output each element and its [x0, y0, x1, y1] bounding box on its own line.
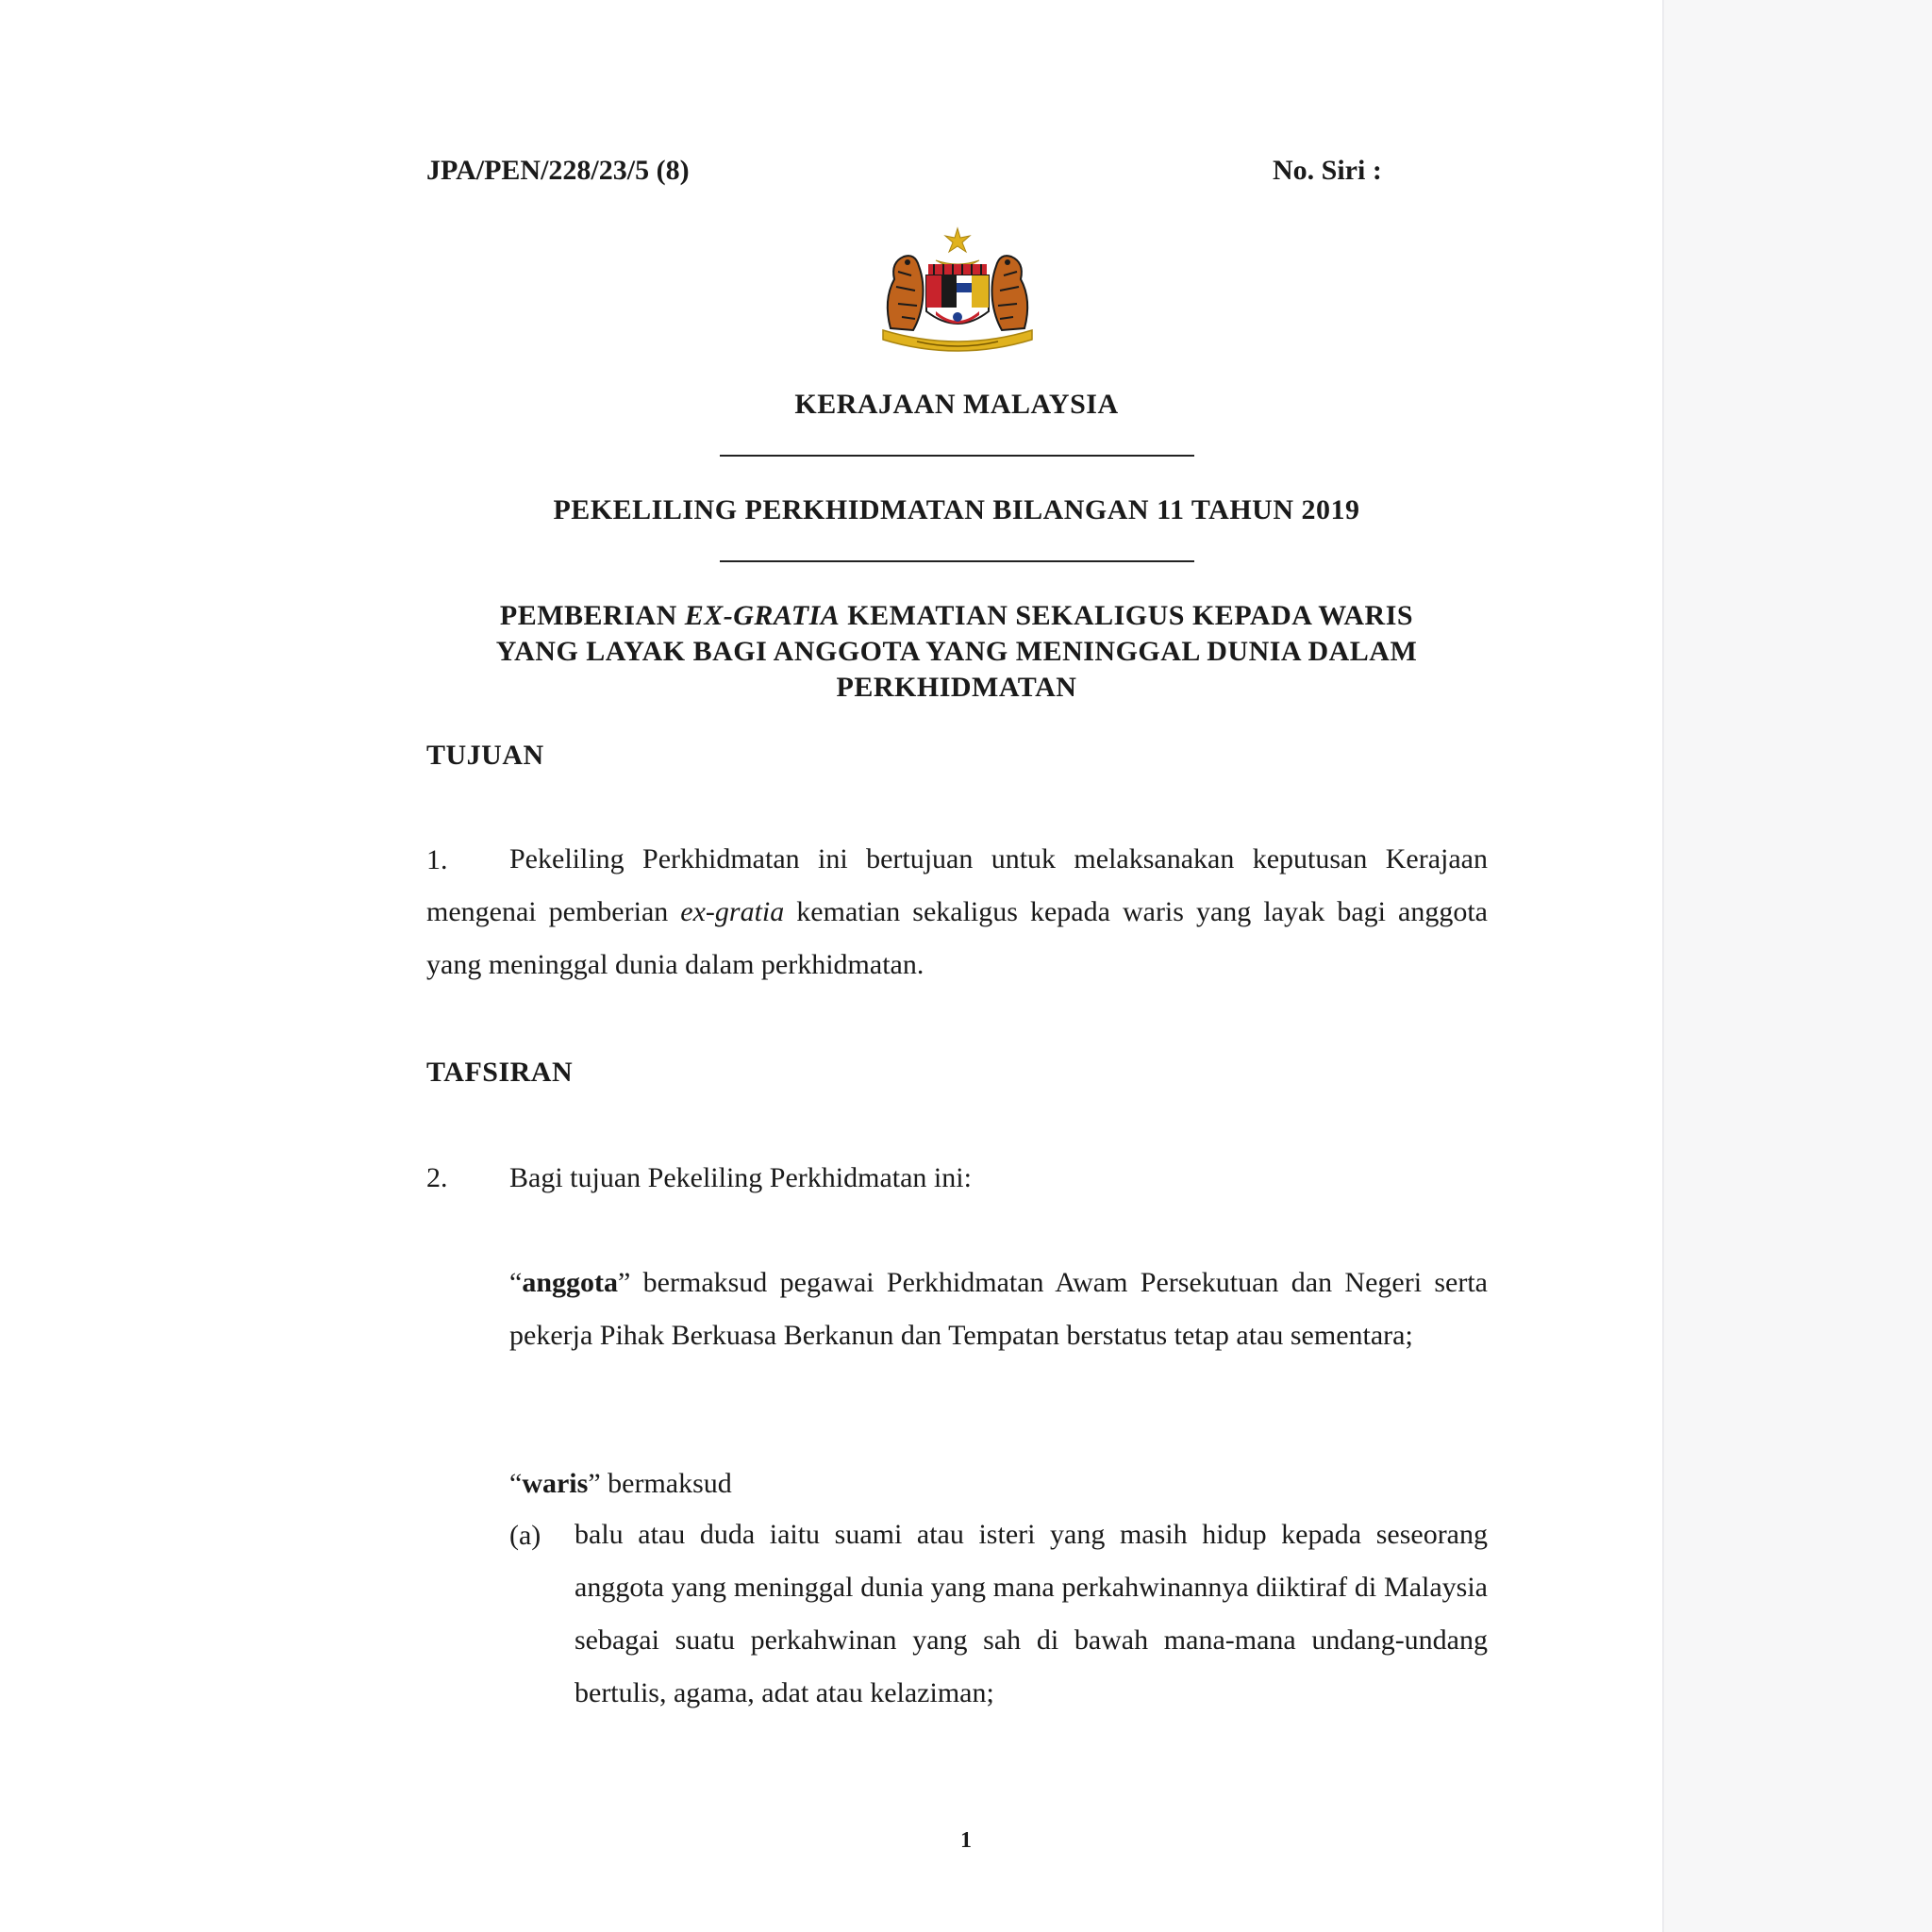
paragraph-text: kematian sekaligus kepada waris yang layak bagi anggota yang meninggal dunia dalam perkhidmatan. [426, 896, 1488, 980]
subject-line-1-rest: KEMATIAN SEKALIGUS KEPADA WARIS [840, 600, 1414, 631]
malaysia-coat-of-arms-icon [870, 225, 1045, 353]
page-number: 1 [960, 1828, 972, 1853]
definition-term: anggota [522, 1267, 619, 1298]
circular-title: PEKELILING PERKHIDMATAN BILANGAN 11 TAHUN 2019 [553, 494, 1360, 525]
definition-term: waris [522, 1468, 589, 1499]
reference-number: JPA/PEN/228/23/5 (8) [426, 155, 690, 186]
list-item-label: (a) [509, 1520, 541, 1551]
serial-number-label: No. Siri : [1273, 155, 1382, 186]
paragraph-italic-term: ex-gratia [680, 896, 785, 927]
list-item-text: balu atau duda iaitu suami atau isteri yang masih hidup kepada seseorang anggota yang meninggal dunia yang mana perkahwinannya diiktiraf di Malaysia sebagai suatu perkahwinan yang sah di bawah mana-mana undang-undang bertulis, agama, adat atau kelaziman; [575, 1519, 1488, 1708]
page-margin-shade [1662, 0, 1932, 1932]
section-heading-tujuan: TUJUAN [426, 740, 544, 771]
close-quote: ” [588, 1468, 601, 1499]
section-heading-tafsiran: TAFSIRAN [426, 1057, 574, 1088]
subject-prefix: PEMBERIAN [499, 600, 685, 631]
paragraph-tafsiran-intro: Bagi tujuan Pekeliling Perkhidmatan ini: [509, 1162, 972, 1193]
paragraph-number: 1. [426, 844, 448, 875]
circular-subject [377, 598, 1536, 706]
government-title: KERAJAAN MALAYSIA [794, 389, 1119, 420]
divider-line [720, 560, 1194, 562]
paragraph-tujuan [426, 833, 1488, 991]
definition-anggota [509, 1257, 1488, 1362]
subject-italic-term: EX-GRATIA [684, 600, 841, 631]
open-quote: “ [509, 1267, 523, 1298]
close-quote: ” [618, 1267, 631, 1298]
definition-waris [509, 1468, 732, 1500]
subject-line-3: PERKHIDMATAN [836, 672, 1077, 703]
definition-text: bermaksud [600, 1468, 732, 1499]
divider-line [720, 455, 1194, 457]
open-quote: “ [509, 1468, 523, 1499]
subject-line-2: YANG LAYAK BAGI ANGGOTA YANG MENINGGAL DUNIA DALAM [495, 636, 1418, 667]
subject-line-1 [377, 598, 1536, 634]
definition-text: bermaksud pegawai Perkhidmatan Awam Persekutuan dan Negeri serta pekerja Pihak Berkuasa Berkanun dan Tempatan berstatus tetap atau sementara; [509, 1267, 1488, 1351]
paragraph-text: Pekeliling Perkhidmatan ini bertujuan untuk melaksanakan keputusan Kerajaan mengenai pemberian [426, 843, 1488, 927]
paragraph-number: 2. [426, 1162, 448, 1193]
